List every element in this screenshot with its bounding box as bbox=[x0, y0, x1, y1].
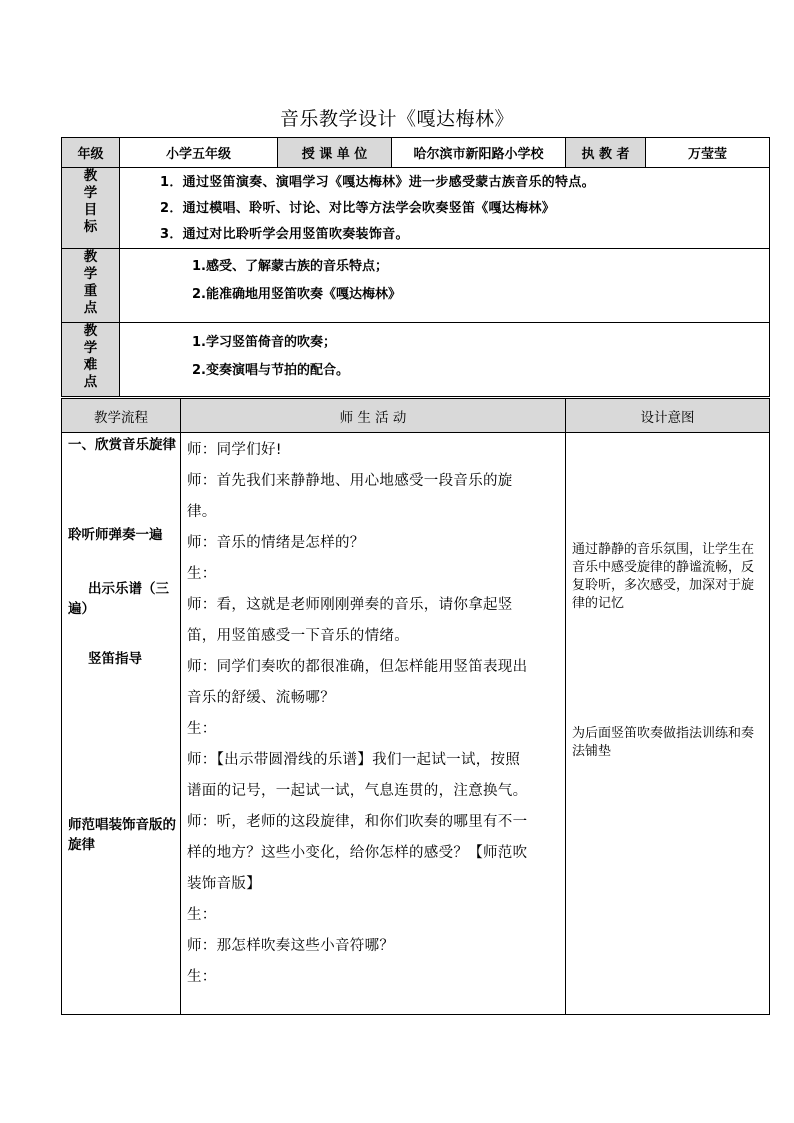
grade-label: 年级 bbox=[62, 138, 120, 168]
flow-step: 竖笛指导 bbox=[88, 651, 142, 667]
flow-column bbox=[62, 433, 181, 1015]
activity-line: 师：同学们奏吹的都很准确，但怎样能用竖笛表现出 bbox=[187, 659, 528, 675]
flow-step: 一、欣赏音乐旋律 bbox=[68, 437, 176, 453]
activity-column-header: 师 生 活 动 bbox=[181, 399, 566, 433]
flow-step: 聆听师弹奏一遍 bbox=[68, 527, 163, 543]
difficulties-row bbox=[62, 323, 770, 397]
objectives-label: 教 学 目 标 bbox=[62, 168, 120, 249]
activity-line: 律。 bbox=[187, 504, 217, 520]
intent-note: 为后面竖笛吹奏做指法训练和奏法铺垫 bbox=[572, 726, 755, 759]
grade-value: 小学五年级 bbox=[120, 138, 278, 168]
key-point-item: 2.能准确地用竖笛吹奏《嘎达梅林》 bbox=[192, 287, 401, 302]
teaching-process-table bbox=[61, 398, 770, 1015]
unit-label: 授 课 单 位 bbox=[278, 138, 392, 168]
activity-line: 师：【出示带圆滑线的乐谱】我们一起试一试，按照 bbox=[187, 752, 521, 768]
process-header-row bbox=[62, 399, 770, 433]
key-points-row bbox=[62, 249, 770, 323]
activity-line: 师：看，这就是老师刚刚弹奏的音乐，请你拿起竖 bbox=[187, 597, 513, 613]
activity-line: 师：同学们好! bbox=[187, 442, 282, 458]
activity-line: 生： bbox=[187, 969, 217, 985]
activity-column bbox=[181, 433, 566, 1015]
info-header-row bbox=[62, 138, 770, 168]
flow-step: 师范唱装饰音版的旋律 bbox=[68, 817, 176, 853]
intent-column-header: 设计意图 bbox=[566, 399, 770, 433]
intent-note: 通过静静的音乐氛围，让学生在音乐中感受旋律的静谧流畅，反复聆听，多次感受，加深对于旋律的记忆 bbox=[572, 542, 755, 611]
teacher-value: 万莹莹 bbox=[646, 138, 770, 168]
activity-line: 样的地方？这些小变化，给你怎样的感受？【师范吹 bbox=[187, 845, 528, 861]
activity-line: 生： bbox=[187, 566, 217, 582]
key-points-content bbox=[120, 249, 770, 323]
activity-line: 师：听，老师的这段旋律，和你们吹奏的哪里有不一 bbox=[187, 814, 528, 830]
activity-line: 笛，用竖笛感受一下音乐的情绪。 bbox=[187, 628, 409, 644]
difficulties-label: 教 学 难 点 bbox=[62, 323, 120, 397]
activity-line: 装饰音版】 bbox=[187, 876, 261, 892]
activity-line: 音乐的舒缓、流畅哪？ bbox=[187, 690, 335, 706]
activity-line: 生： bbox=[187, 721, 217, 737]
flow-step: 出示乐谱（三遍） bbox=[68, 581, 169, 617]
objective-item: 1．通过竖笛演奏、演唱学习《嘎达梅林》进一步感受蒙古族音乐的特点。 bbox=[160, 175, 595, 190]
activity-line: 师：音乐的情绪是怎样的？ bbox=[187, 535, 365, 551]
key-points-label: 教 学 重 点 bbox=[62, 249, 120, 323]
flow-column-header: 教学流程 bbox=[62, 399, 181, 433]
teacher-label: 执 教 者 bbox=[566, 138, 646, 168]
difficulty-item: 1.学习竖笛倚音的吹奏； bbox=[192, 335, 336, 350]
difficulty-item: 2.变奏演唱与节拍的配合。 bbox=[192, 363, 349, 378]
activity-line: 师：那怎样吹奏这些小音符哪？ bbox=[187, 938, 395, 954]
activity-line: 生： bbox=[187, 907, 217, 923]
difficulties-content bbox=[120, 323, 770, 397]
activity-line: 谱面的记号，一起试一试，气息连贯的，注意换气。 bbox=[187, 783, 528, 799]
objective-item: 3．通过对比聆听学会用竖笛吹奏装饰音。 bbox=[160, 227, 409, 242]
intent-column bbox=[566, 433, 770, 1015]
objectives-row bbox=[62, 168, 770, 249]
key-point-item: 1.感受、了解蒙古族的音乐特点； bbox=[192, 259, 388, 274]
unit-value: 哈尔滨市新阳路小学校 bbox=[392, 138, 566, 168]
lesson-info-table bbox=[61, 137, 770, 397]
page-title: 音乐教学设计《嘎达梅林》 bbox=[279, 108, 514, 130]
activity-line: 师：首先我们来静静地、用心地感受一段音乐的旋 bbox=[187, 473, 513, 489]
objective-item: 2．通过模唱、聆听、讨论、对比等方法学会吹奏竖笛《嘎达梅林》 bbox=[160, 201, 556, 216]
objectives-content bbox=[120, 168, 770, 249]
process-body-row bbox=[62, 433, 770, 1015]
